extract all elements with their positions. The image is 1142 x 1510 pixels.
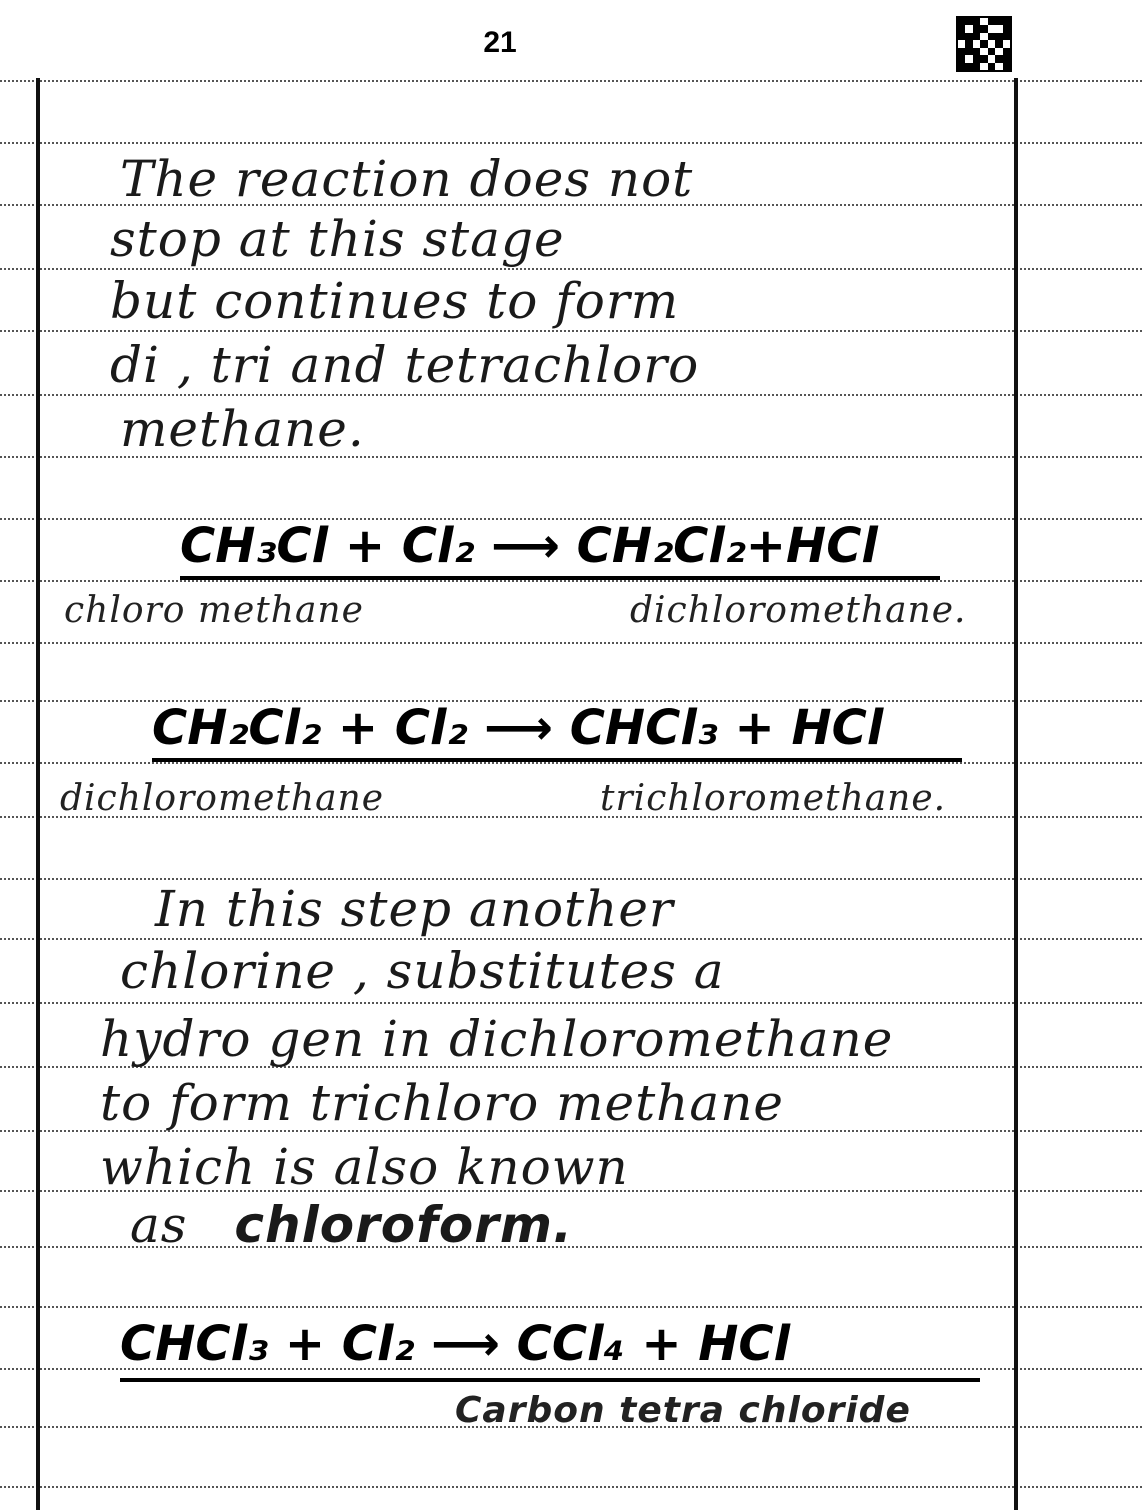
ruled-line [0, 1486, 1142, 1488]
ruled-line [0, 1306, 1142, 1308]
paragraph2-last-line-prefix: as [130, 1196, 188, 1254]
ruled-line [0, 580, 1142, 582]
ruled-line [0, 938, 1142, 940]
equation1-text: CH₃Cl + Cl₂ ⟶ CH₂Cl₂+HCl [180, 518, 878, 574]
ruled-line [0, 762, 1142, 764]
equation2-underline [152, 758, 962, 762]
paragraph2-line: to form trichloro methane [100, 1074, 784, 1132]
equation2-text: CH₂Cl₂ + Cl₂ ⟶ CHCl₃ + HCl [152, 700, 884, 756]
equation3-text: CHCl₃ + Cl₂ ⟶ CCl₄ + HCl [120, 1316, 791, 1372]
paragraph2-line: which is also known [100, 1138, 629, 1196]
equation1-left-label: chloro methane [64, 590, 364, 631]
equation1-underline [180, 576, 940, 580]
qr-code-icon [956, 16, 1012, 72]
ruled-line [0, 642, 1142, 644]
equation2-left-label: dichloromethane [60, 778, 385, 819]
chloroform-term: chloroform. [234, 1196, 573, 1254]
ruled-line [0, 1002, 1142, 1004]
page-number: 21 [483, 26, 517, 59]
paragraph2-line: In this step another [155, 880, 674, 938]
paragraph1-line: stop at this stage [110, 210, 565, 268]
left-margin-line [36, 78, 40, 1510]
ruled-line [0, 268, 1142, 270]
paragraph1-line: but continues to form [110, 272, 680, 330]
equation3-underline [120, 1378, 980, 1382]
paragraph2-line: hydro gen in dichloromethane [100, 1010, 894, 1068]
paragraph2-line: chlorine , substitutes a [120, 942, 725, 1000]
equation3-right-label: Carbon tetra chloride [455, 1390, 911, 1431]
equation1-right-label: dichloromethane. [630, 590, 967, 631]
paragraph1-line: di , tri and tetrachloro [110, 336, 700, 394]
ruled-line [0, 330, 1142, 332]
ruled-line [0, 142, 1142, 144]
paragraph1-line: The reaction does not [120, 150, 694, 208]
equation2-right-label: trichloromethane. [600, 778, 947, 819]
right-margin-line [1014, 78, 1018, 1510]
ruled-line [0, 394, 1142, 396]
ruled-line [0, 80, 1142, 82]
paragraph2-last-line [130, 1196, 573, 1254]
paragraph1-line: methane. [120, 400, 365, 458]
